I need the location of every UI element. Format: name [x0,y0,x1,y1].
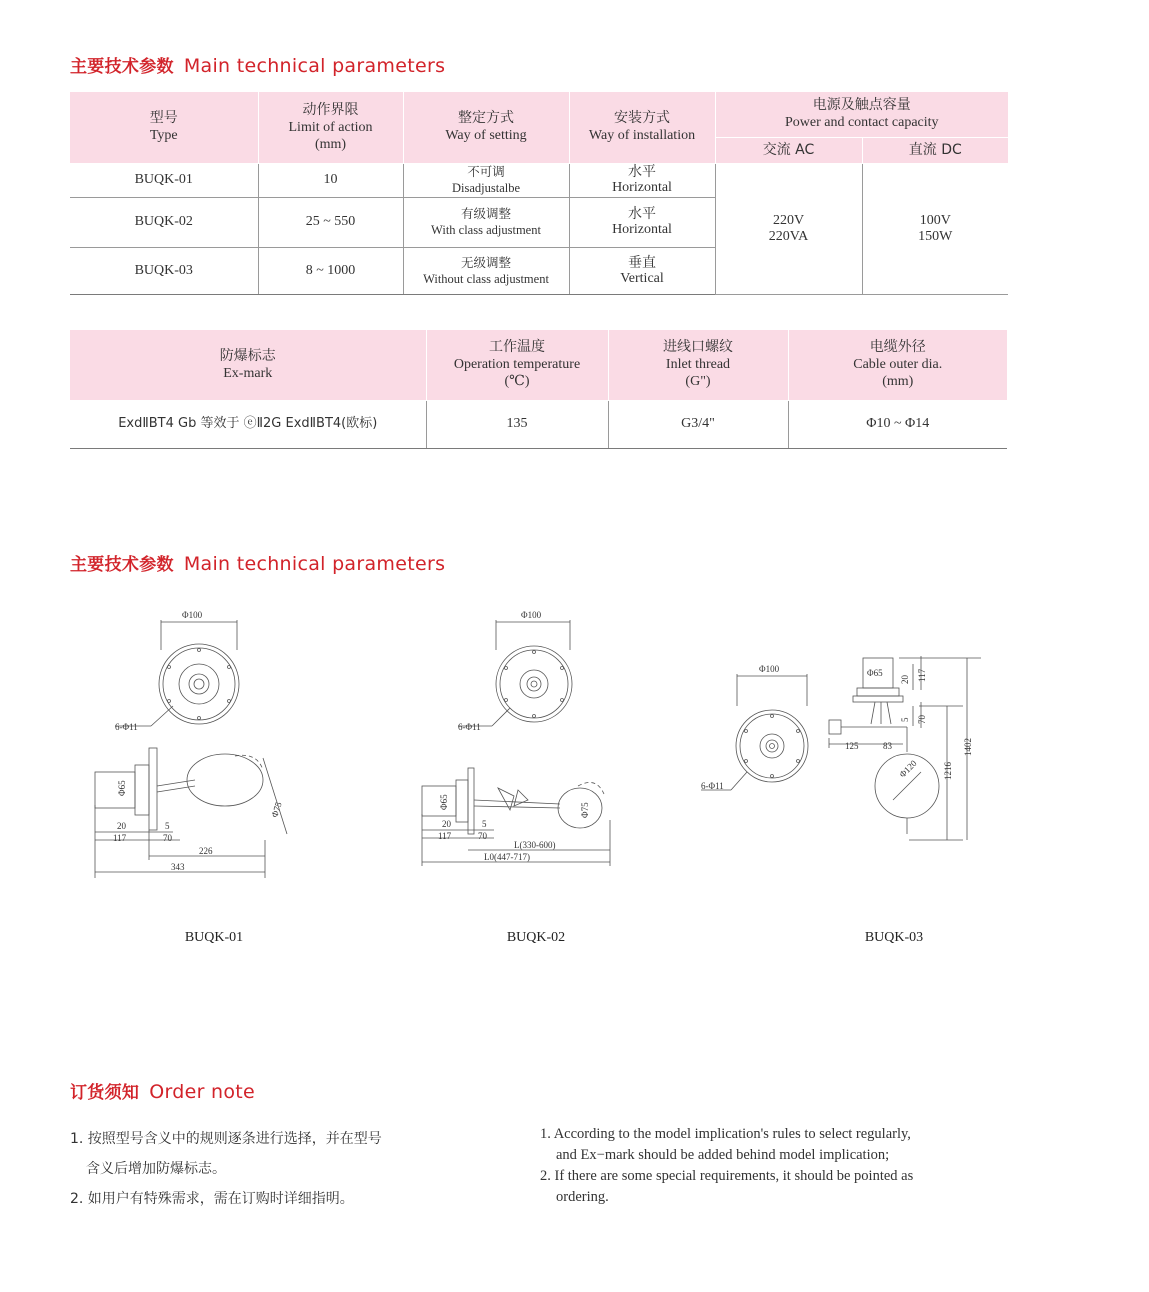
dim-holes: 6-Φ11 [458,722,481,732]
drawing-buqk-03 [695,650,995,850]
dim-1402: 1402 [963,738,973,756]
caption-buqk-03: BUQK-03 [864,930,924,945]
cell-type: BUQK-01 [70,163,258,197]
section-title-parameters: 主要技术参数 Main technical parameters [70,55,446,77]
dim-phi65: Φ65 [867,668,883,678]
note-cn-1a: 1. 按照型号含义中的规则逐条进行选择，并在型号 [70,1131,382,1147]
header-limit: 动作界限 Limit of action (mm) [258,92,403,163]
header-installation: 安装方式 Way of installation [569,92,715,163]
order-notes-english [540,1124,1010,1208]
dim-70: 70 [163,833,172,843]
dim-phi100: Φ100 [182,610,203,620]
dim-holes: 6-Φ11 [701,781,724,791]
note-cn-1b: 含义后增加防爆标志。 [86,1161,226,1177]
cell-setting: 有级调整 With class adjustment [403,197,569,247]
cell-setting: 无级调整 Without class adjustment [403,247,569,294]
cell-ac-value: 220V 220VA [715,163,862,294]
dim-125: 125 [845,741,859,751]
dim-phi75: Φ75 [580,802,590,818]
header-power: 电源及触点容量 Power and contact capacity [715,92,1008,137]
note-en-1a: 1. According to the model implication's rules to select regularly, [540,1126,911,1142]
note-en-1b: and Ex−mark should be added behind model implication; [556,1147,890,1163]
cell-installation: 垂直 Vertical [569,247,715,294]
header-exmark: 防爆标志 Ex-mark [70,330,426,400]
cell-dc-value: 100V 150W [862,163,1008,294]
caption-buqk-02: BUQK-02 [506,930,566,945]
header-ac: 交流 AC [715,137,862,163]
exmark-table [70,330,1007,449]
table-row [70,163,1008,197]
dim-phi100: Φ100 [521,610,542,620]
section-title-dimensions: 主要技术参数 Main technical parameters [70,553,446,575]
dim-83: 83 [883,741,892,751]
cell-thread: G3/4" [608,400,788,448]
header-dc: 直流 DC [862,137,1008,163]
cell-limit: 8 ~ 1000 [258,247,403,294]
dim-phi65: Φ65 [439,794,449,810]
cell-type: BUQK-03 [70,247,258,294]
header-setting: 整定方式 Way of setting [403,92,569,163]
header-type: 型号 Type [70,92,258,163]
cell-exmark: ExdⅡBT4 Gb 等效于 ⓔⅡ2G ExdⅡBT4(欧标) [70,400,426,448]
dim-1216: 1216 [943,762,953,780]
dim-343: 343 [171,862,185,872]
header-temperature: 工作温度 Operation temperature (℃) [426,330,608,400]
dim-117: 117 [113,833,127,843]
cell-installation: 水平 Horizontal [569,197,715,247]
table-row [70,400,1007,448]
note-en-2a: 2. If there are some special requirements, it should be pointed as [540,1168,914,1184]
cell-temperature: 135 [426,400,608,448]
dim-20: 20 [900,675,910,684]
dim-phi100: Φ100 [759,664,780,674]
dim-phi120: Φ120 [897,758,919,780]
note-en-2b: ordering. [556,1189,609,1205]
dim-5: 5 [165,821,170,831]
header-thread: 进线口螺纹 Inlet thread (G") [608,330,788,400]
dim-phi75: Φ75 [269,800,284,819]
cell-type: BUQK-02 [70,197,258,247]
note-cn-2: 2. 如用户有特殊需求，需在订购时详细指明。 [70,1191,354,1207]
dim-20: 20 [442,819,451,829]
section-title-order-note: 订货须知 Order note [70,1081,256,1103]
dim-70: 70 [478,831,487,841]
cell-limit: 25 ~ 550 [258,197,403,247]
dim-117: 117 [438,831,452,841]
parameters-table [70,92,1008,295]
cell-setting: 不可调 Disadjustalbe [403,163,569,197]
drawing-buqk-02 [410,600,630,870]
dim-5: 5 [900,717,910,722]
drawing-buqk-01 [85,600,315,880]
cell-limit: 10 [258,163,403,197]
dim-226: 226 [199,846,213,856]
dim-L: L(330-600) [514,840,556,850]
dim-holes: 6-Φ11 [115,722,138,732]
dim-phi65: Φ65 [117,780,127,796]
header-cable: 电缆外径 Cable outer dia. (mm) [788,330,1007,400]
cell-installation: 水平 Horizontal [569,163,715,197]
order-notes-chinese [70,1124,470,1214]
dim-20: 20 [117,821,126,831]
dim-L0: L0(447-717) [484,852,530,862]
dim-70: 70 [917,715,927,724]
cell-cable: Φ10 ~ Φ14 [788,400,1007,448]
caption-buqk-01: BUQK-01 [184,930,244,945]
dim-5: 5 [482,819,487,829]
dim-117: 117 [917,668,927,682]
